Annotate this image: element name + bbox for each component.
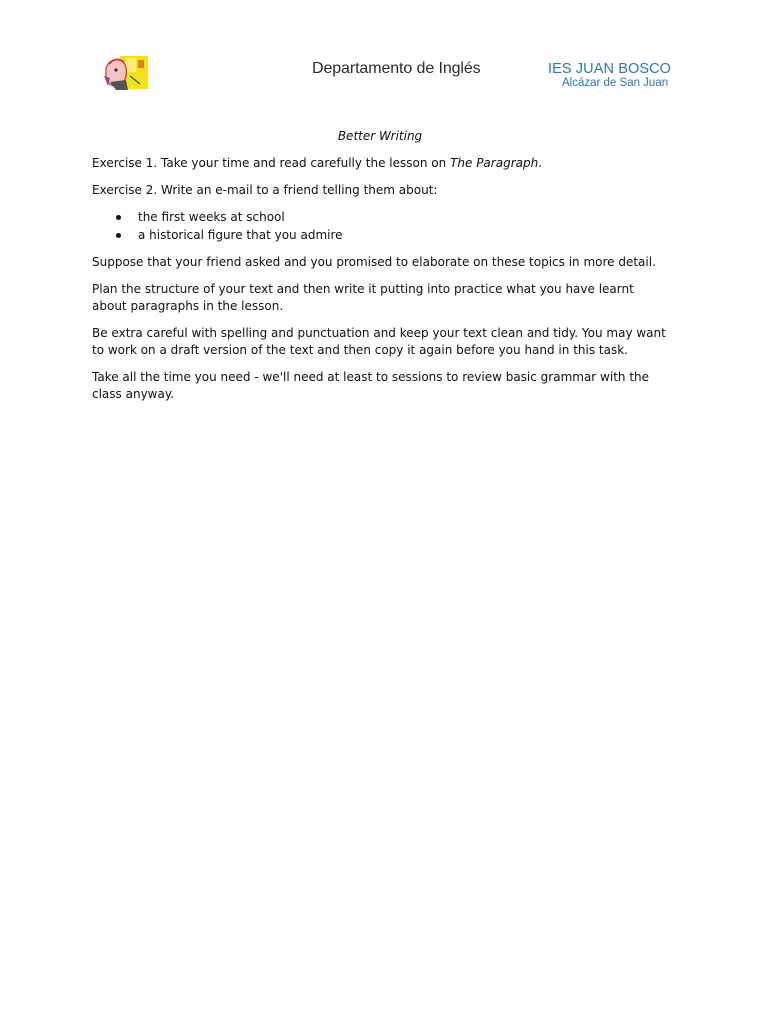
paragraph: Take all the time you need - we'll need at least to sessions to review basic grammar with the class anyway. bbox=[92, 370, 650, 401]
paragraph: Suppose that your friend asked and you promised to elaborate on these topics in more detail. bbox=[92, 255, 656, 269]
list-item bbox=[92, 209, 668, 226]
list-item-text: a historical figure that you admire bbox=[138, 228, 343, 242]
exercise-1-end: . bbox=[538, 156, 543, 170]
department-name: Departamento de Inglés bbox=[312, 60, 481, 77]
document-title: Better Writing bbox=[337, 129, 423, 143]
paragraph: Be extra careful with spelling and punctuation and keep your text clean and tidy. You may want to work on a draft version of the text and then copy it again before you hand in this task. bbox=[92, 326, 666, 357]
list-item-text: the first weeks at school bbox=[138, 210, 285, 224]
school-logo-icon bbox=[100, 54, 150, 92]
topic-list bbox=[92, 209, 668, 244]
page-header bbox=[0, 0, 768, 110]
bullet-icon bbox=[116, 215, 121, 220]
school-name: IES JUAN BOSCO bbox=[548, 61, 672, 77]
school-town: Alcázar de San Juan bbox=[562, 77, 669, 89]
exercise-1 bbox=[92, 155, 668, 172]
document-body bbox=[92, 128, 668, 413]
exercise-1-text: Exercise 1. Take your time and read carefully the lesson on bbox=[92, 156, 451, 170]
bullet-icon bbox=[116, 233, 121, 238]
lesson-title: The Paragraph bbox=[450, 156, 539, 170]
list-item bbox=[92, 227, 668, 244]
exercise-2: Exercise 2. Write an e-mail to a friend telling them about: bbox=[92, 183, 438, 197]
paragraph: Plan the structure of your text and then write it putting into practice what you have learnt about paragraphs in the lesson. bbox=[92, 282, 634, 313]
